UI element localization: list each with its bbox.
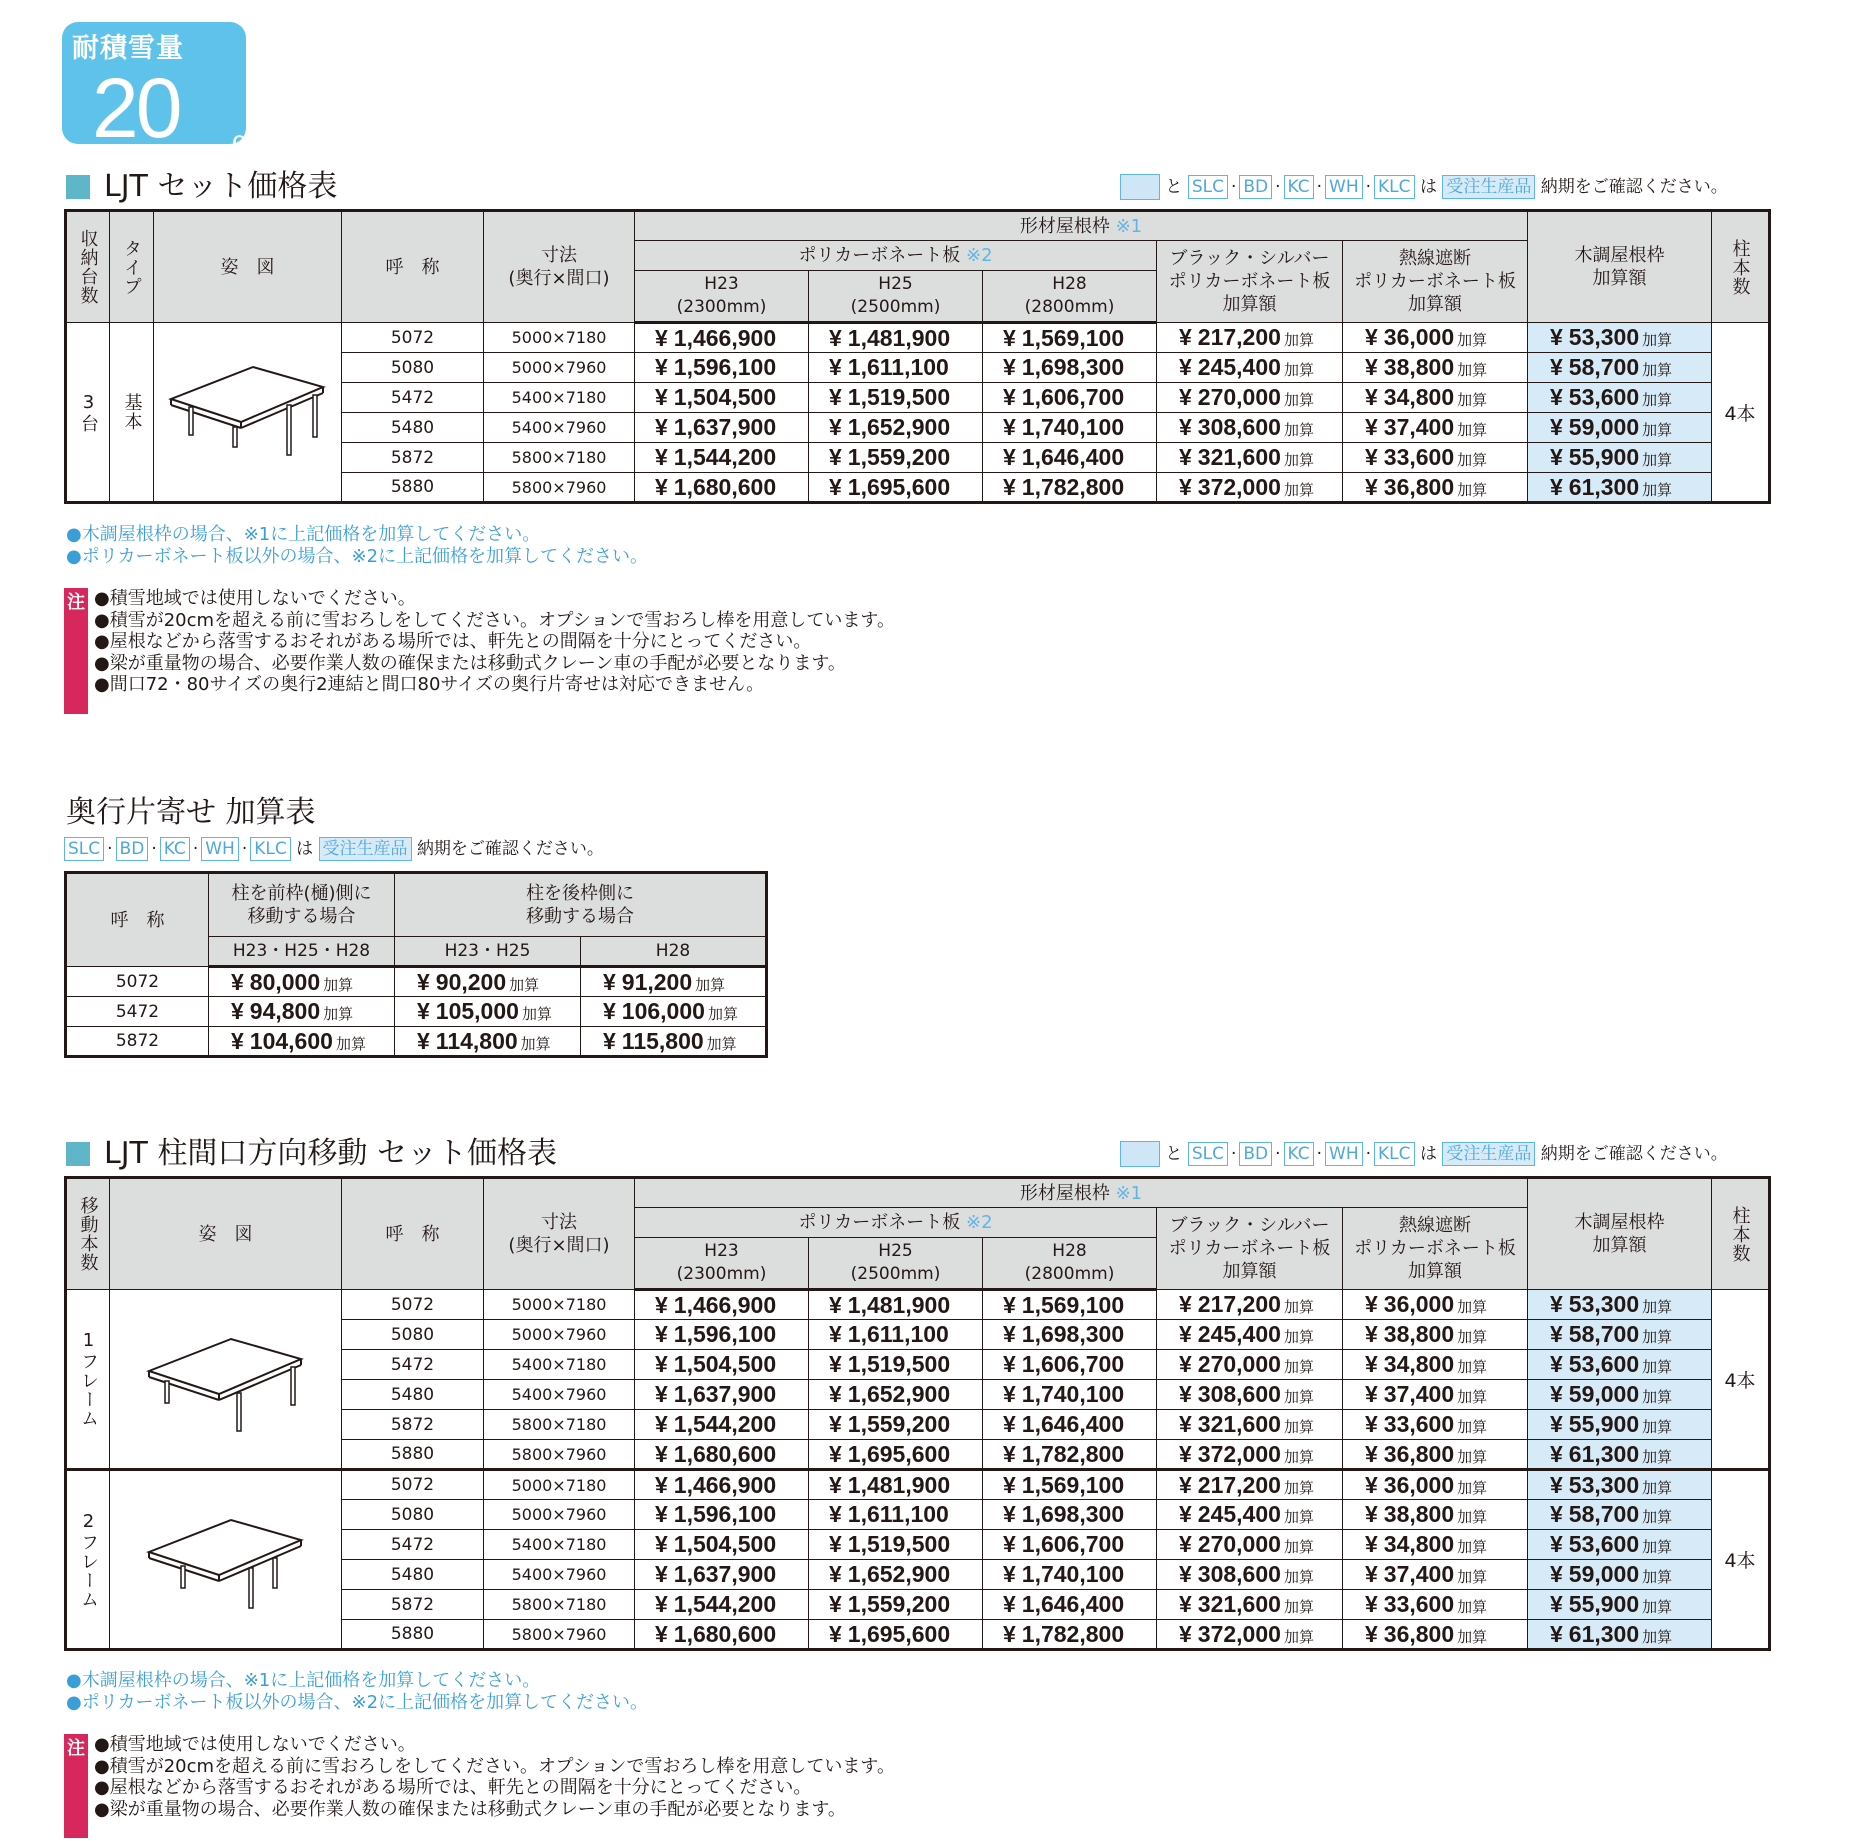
table-row: 5880 5800×7960 ¥ 1,680,600 ¥ 1,695,600 ¥ 1,782,800 ¥ 372,000 加算 ¥ 36,800 加算 ¥ 61,300 加算 [66, 1440, 1770, 1470]
carport-figure-icon [141, 1500, 311, 1620]
section-title-set-price: LJT セット価格表 [66, 170, 337, 204]
table-row: 5472 5400×7180 ¥ 1,504,500 ¥ 1,519,500 ¥ 1,606,700 ¥ 270,000 加算 ¥ 34,800 加算 ¥ 53,600 加算 [66, 383, 1770, 413]
posts-value-2-frame: 4本 [1712, 1470, 1770, 1650]
header-polycarbonate: ポリカーボネート板 ※2 [635, 1208, 1157, 1238]
posts-value: 4本 [1712, 323, 1770, 503]
carport-illustration-1-frame [110, 1290, 342, 1470]
header-posts: 柱本数 [1712, 1178, 1770, 1290]
header-polycarbonate: ポリカーボネート板 ※2 [635, 241, 1157, 271]
table-row: 5472 ¥ 94,800 加算 ¥ 105,000 加算 ¥ 106,000 加算 [66, 997, 767, 1027]
snow-load-unit: cm [232, 125, 270, 156]
header-dimensions: 寸法 (奥行×間口) [484, 211, 635, 323]
header-name: 呼 称 [342, 1178, 484, 1290]
header-name: 呼 称 [342, 211, 484, 323]
header-h28: H28 (2800mm) [983, 1238, 1157, 1290]
section-square-icon [66, 1142, 90, 1166]
header-dimensions: 寸法 (奥行×間口) [484, 1178, 635, 1290]
header-type: タイプ [110, 211, 154, 323]
warnings-2: ●積雪地域では使用しないでください。 ●積雪が20cmを超える前に雪おろしをしてください。オプションで雪おろし棒を用意しています。 ●屋根などから落雪するおそれがある場所では、軒先との間隔を十分にとってください。 ●梁が重量物の場合、必要作業人数の確保または移動式クレーン車の手配が必要となります。 [94, 1734, 895, 1820]
section-title-column-move: LJT 柱間口方向移動 セット価格表 [66, 1137, 557, 1171]
table-row: 3台 基本 5072 5000×7180 ¥ 1,466,900 ¥ 1,481,900 ¥ 1,569,100 ¥ 217,200 加算 ¥ 36,000 加算 ¥ 53,300 加算 4本 [66, 323, 1770, 353]
warning-label-2: 注 [64, 1734, 88, 1838]
header-black-silver: ブラック・シルバー ポリカーボネート板 加算額 [1157, 241, 1343, 323]
table-row: 5472 5400×7180 ¥ 1,504,500 ¥ 1,519,500 ¥ 1,606,700 ¥ 270,000 加算 ¥ 34,800 加算 ¥ 53,600 加算 [66, 1530, 1770, 1560]
table-row: 2フレーム 5072 5000×7180 ¥ 1,466,900 ¥ 1,481,900 ¥ 1,569,100 ¥ 217,200 加算 ¥ 36,000 加算 ¥ 53,300 加算 4本 [66, 1470, 1770, 1500]
table-row: 5872 5800×7180 ¥ 1,544,200 ¥ 1,559,200 ¥ 1,646,400 ¥ 321,600 加算 ¥ 33,600 加算 ¥ 55,900 加算 [66, 1410, 1770, 1440]
snow-load-badge [62, 22, 270, 156]
table-row: 5872 5800×7180 ¥ 1,544,200 ¥ 1,559,200 ¥ 1,646,400 ¥ 321,600 加算 ¥ 33,600 加算 ¥ 55,900 加算 [66, 1590, 1770, 1620]
header-h25: H25 (2500mm) [809, 271, 983, 323]
snow-load-number: 20 [92, 61, 180, 155]
warnings-1: ●積雪地域では使用しないでください。 ●積雪が20cmを超える前に雪おろしをしてください。オプションで雪おろし棒を用意しています。 ●屋根などから落雪するおそれがある場所では、軒先との間隔を十分にとってください。 ●梁が重量物の場合、必要作業人数の確保または移動式クレーン車の手配が必要となります。 ●間口72・80サイズの奥行2連結と間口80サイズの奥行片寄せは対応できません。 [94, 588, 895, 695]
table-row: 5080 5000×7960 ¥ 1,596,100 ¥ 1,611,100 ¥ 1,698,300 ¥ 245,400 加算 ¥ 38,800 加算 ¥ 58,700 加算 [66, 1500, 1770, 1530]
table-row: 5080 5000×7960 ¥ 1,596,100 ¥ 1,611,100 ¥ 1,698,300 ¥ 245,400 加算 ¥ 38,800 加算 ¥ 58,700 加算 [66, 353, 1770, 383]
table-row: 5080 5000×7960 ¥ 1,596,100 ¥ 1,611,100 ¥ 1,698,300 ¥ 245,400 加算 ¥ 38,800 加算 ¥ 58,700 加算 [66, 1320, 1770, 1350]
table-row: 5480 5400×7960 ¥ 1,637,900 ¥ 1,652,900 ¥ 1,740,100 ¥ 308,600 加算 ¥ 37,400 加算 ¥ 59,000 加算 [66, 1560, 1770, 1590]
made-to-order-legend-2: SLC · BD · KC · WH · KLC は 受注生産品 納期をご確認ください。 [64, 836, 604, 862]
legend-swatch [1120, 1141, 1160, 1167]
header-black-silver: ブラック・シルバー ポリカーボネート板 加算額 [1157, 1208, 1343, 1290]
table-row: 5880 5800×7960 ¥ 1,680,600 ¥ 1,695,600 ¥ 1,782,800 ¥ 372,000 加算 ¥ 36,800 加算 ¥ 61,300 加算 [66, 1620, 1770, 1650]
header-posts: 柱本数 [1712, 211, 1770, 323]
made-to-order-legend: と SLC · BD · KC · WH · KLC は 受注生産品 納期をご確認ください。 [1120, 174, 1728, 200]
table-row: 5480 5400×7960 ¥ 1,637,900 ¥ 1,652,900 ¥ 1,740,100 ¥ 308,600 加算 ¥ 37,400 加算 ¥ 59,000 加算 [66, 1380, 1770, 1410]
blue-notes-1: ●木調屋根枠の場合、※1に上記価格を加算してください。 ●ポリカーボネート板以外の場合、※2に上記価格を加算してください。 [66, 524, 649, 567]
table-row: 5072 ¥ 80,000 加算 ¥ 90,200 加算 ¥ 91,200 加算 [66, 967, 767, 997]
header-front-move: 柱を前枠(樋)側に 移動する場合 [209, 873, 395, 937]
section-square-icon [66, 175, 90, 199]
table-row: 5872 5800×7180 ¥ 1,544,200 ¥ 1,559,200 ¥ 1,646,400 ¥ 321,600 加算 ¥ 33,600 加算 ¥ 55,900 加算 [66, 443, 1770, 473]
posts-value-1-frame: 4本 [1712, 1290, 1770, 1470]
warning-label-1: 注 [64, 588, 88, 714]
section-title-offset: 奥行片寄せ 加算表 [66, 795, 316, 830]
header-heat-block: 熱線遮断 ポリカーボネート板 加算額 [1343, 1208, 1528, 1290]
blue-notes-2: ●木調屋根枠の場合、※1に上記価格を加算してください。 ●ポリカーボネート板以外の場合、※2に上記価格を加算してください。 [66, 1670, 649, 1713]
header-h25: H25 (2500mm) [809, 1238, 983, 1290]
carport-figure-icon [141, 1319, 311, 1439]
header-wood-frame: 木調屋根枠 加算額 [1528, 211, 1712, 323]
carport-figure-icon [163, 347, 333, 477]
header-figure: 姿 図 [110, 1178, 342, 1290]
header-figure: 姿 図 [154, 211, 342, 323]
header-back-move: 柱を後枠側に 移動する場合 [395, 873, 767, 937]
snow-load-label: 耐積雪量 [72, 33, 184, 64]
header-frame: 形材屋根枠 ※1 [635, 211, 1528, 241]
carport-illustration [154, 323, 342, 503]
header-name: 呼 称 [66, 873, 209, 967]
set-price-table [64, 209, 1771, 504]
header-heat-block: 熱線遮断 ポリカーボネート板 加算額 [1343, 241, 1528, 323]
table-row: 5472 5400×7180 ¥ 1,504,500 ¥ 1,519,500 ¥ 1,606,700 ¥ 270,000 加算 ¥ 34,800 加算 ¥ 53,600 加算 [66, 1350, 1770, 1380]
carport-illustration-2-frame [110, 1470, 342, 1650]
table-row: 5480 5400×7960 ¥ 1,637,900 ¥ 1,652,900 ¥ 1,740,100 ¥ 308,600 加算 ¥ 37,400 加算 ¥ 59,000 加算 [66, 413, 1770, 443]
table-row: 1フレーム 5072 5000×7180 ¥ 1,466,900 ¥ 1,481,900 ¥ 1,569,100 ¥ 217,200 加算 ¥ 36,000 加算 ¥ 53,300 加算 4本 [66, 1290, 1770, 1320]
storage-count-value: 3台 [66, 323, 110, 503]
header-h23: H23 (2300mm) [635, 1238, 809, 1290]
header-wood-frame: 木調屋根枠 加算額 [1528, 1178, 1712, 1290]
column-move-price-table [64, 1176, 1771, 1651]
table-row: 5872 ¥ 104,600 加算 ¥ 114,800 加算 ¥ 115,800 加算 [66, 1027, 767, 1057]
table-row: 5880 5800×7960 ¥ 1,680,600 ¥ 1,695,600 ¥ 1,782,800 ¥ 372,000 加算 ¥ 36,800 加算 ¥ 61,300 加算 [66, 473, 1770, 503]
header-frame: 形材屋根枠 ※1 [635, 1178, 1528, 1208]
made-to-order-legend-3: と SLC · BD · KC · WH · KLC は 受注生産品 納期をご確認ください。 [1120, 1141, 1728, 1167]
header-storage-count: 収納台数 [66, 211, 110, 323]
legend-swatch [1120, 174, 1160, 200]
offset-addition-table: 呼 称 柱を前枠(樋)側に 移動する場合 柱を後枠側に 移動する場合 H23・H25・H28 H23・H25 H28 5072 ¥ 80,000 加算 ¥ 90,200 加算 ¥ 91,200 加算 5472 ¥ 94,800 加算 ¥ 105,000 加算 ¥ 106,000 加算 5872 ¥ 104,600 加算 ¥ 114,800 加算 ¥ 115,800 加算 [64, 871, 768, 1058]
header-h28: H28 (2800mm) [983, 271, 1157, 323]
type-value: 基本 [110, 323, 154, 503]
header-h23: H23 (2300mm) [635, 271, 809, 323]
header-move-count: 移動本数 [66, 1178, 110, 1290]
group-2-frame: 2フレーム [66, 1470, 110, 1650]
group-1-frame: 1フレーム [66, 1290, 110, 1470]
